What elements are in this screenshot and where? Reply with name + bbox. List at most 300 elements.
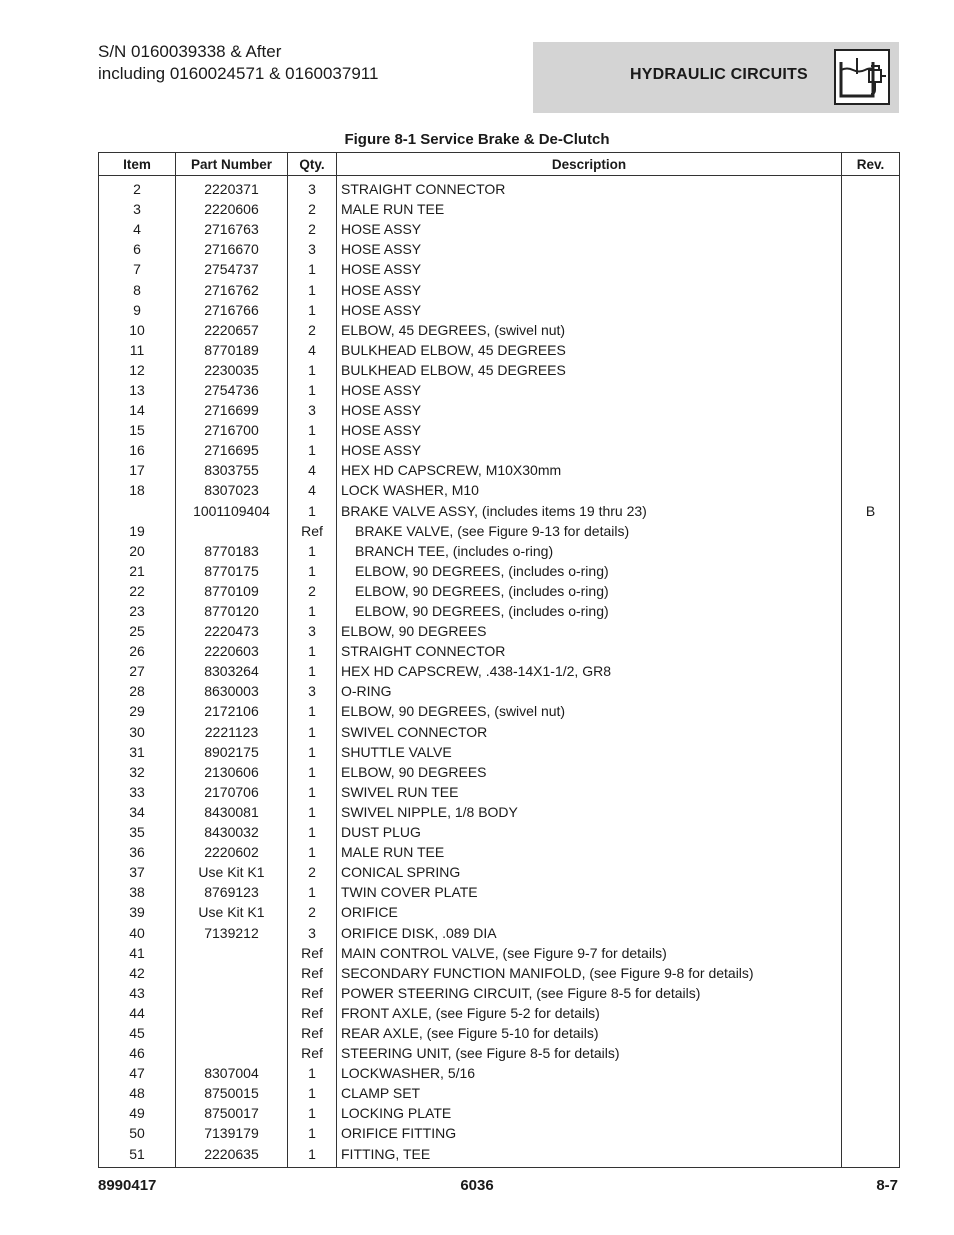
cell-item: 3 [99, 199, 176, 219]
table-row [99, 701, 900, 721]
section-header [533, 42, 899, 113]
cell-description: O-RING [337, 681, 842, 701]
cell-rev [842, 822, 900, 842]
cell-description: HEX HD CAPSCREW, .438-14X1-1/2, GR8 [337, 661, 842, 681]
cell-item: 11 [99, 340, 176, 360]
table-row [99, 239, 900, 259]
cell-description: MALE RUN TEE [337, 199, 842, 219]
cell-rev [842, 862, 900, 882]
cell-rev [842, 701, 900, 721]
cell-part-number: 2716699 [176, 400, 288, 420]
cell-description: HOSE ASSY [337, 420, 842, 440]
cell-description: SWIVEL CONNECTOR [337, 722, 842, 742]
cell-item [99, 501, 176, 521]
cell-part-number [176, 983, 288, 1003]
cell-qty: Ref [288, 1003, 337, 1023]
cell-part-number: Use Kit K1 [176, 902, 288, 922]
cell-description: BRAKE VALVE ASSY, (includes items 19 thru 23) [337, 501, 842, 521]
cell-item: 32 [99, 762, 176, 782]
cell-qty: 3 [288, 922, 337, 942]
cell-part-number: 2220371 [176, 176, 288, 200]
cell-qty: 1 [288, 360, 337, 380]
cell-part-number [176, 1003, 288, 1023]
cell-qty: 3 [288, 621, 337, 641]
cell-description: STEERING UNIT, (see Figure 8-5 for details) [337, 1043, 842, 1063]
table-row [99, 340, 900, 360]
cell-item: 21 [99, 561, 176, 581]
cell-item: 31 [99, 742, 176, 762]
cell-item: 33 [99, 782, 176, 802]
cell-description: TWIN COVER PLATE [337, 882, 842, 902]
cell-part-number [176, 1023, 288, 1043]
cell-rev [842, 219, 900, 239]
cell-part-number: 8430081 [176, 802, 288, 822]
cell-qty: 2 [288, 862, 337, 882]
cell-qty: 1 [288, 601, 337, 621]
cell-qty: 1 [288, 742, 337, 762]
cell-description: LOCK WASHER, M10 [337, 480, 842, 500]
cell-part-number: 8770109 [176, 581, 288, 601]
cell-description: HOSE ASSY [337, 400, 842, 420]
parts-table [98, 152, 900, 1168]
table-row [99, 882, 900, 902]
cell-rev [842, 641, 900, 661]
cell-part-number [176, 521, 288, 541]
cell-qty: 1 [288, 701, 337, 721]
table-row [99, 902, 900, 922]
footer-page-number: 8-7 [876, 1177, 898, 1194]
column-header-description: Description [337, 153, 842, 176]
cell-description: ELBOW, 90 DEGREES [337, 762, 842, 782]
cell-rev [842, 340, 900, 360]
cell-rev [842, 440, 900, 460]
table-row [99, 601, 900, 621]
table-row [99, 1103, 900, 1123]
cell-part-number: 8303264 [176, 661, 288, 681]
cell-part-number: 2754737 [176, 259, 288, 279]
cell-description: MALE RUN TEE [337, 842, 842, 862]
cell-part-number: 8307004 [176, 1063, 288, 1083]
cell-qty: 1 [288, 722, 337, 742]
cell-rev [842, 581, 900, 601]
cell-part-number: 8307023 [176, 480, 288, 500]
cell-qty: Ref [288, 1023, 337, 1043]
table-row [99, 802, 900, 822]
cell-qty: 1 [288, 259, 337, 279]
cell-qty: 1 [288, 782, 337, 802]
cell-rev [842, 842, 900, 862]
cell-item: 23 [99, 601, 176, 621]
cell-description: HOSE ASSY [337, 440, 842, 460]
cell-item: 30 [99, 722, 176, 742]
cell-item: 50 [99, 1123, 176, 1143]
cell-rev [842, 400, 900, 420]
cell-qty: 3 [288, 400, 337, 420]
cell-rev [842, 420, 900, 440]
cell-item: 36 [99, 842, 176, 862]
cell-qty: 1 [288, 1083, 337, 1103]
cell-rev [842, 902, 900, 922]
cell-rev [842, 176, 900, 200]
cell-rev [842, 1023, 900, 1043]
cell-description: HOSE ASSY [337, 300, 842, 320]
table-row [99, 219, 900, 239]
table-row [99, 681, 900, 701]
table-row [99, 561, 900, 581]
cell-qty: 1 [288, 279, 337, 299]
cell-qty: 3 [288, 176, 337, 200]
cell-part-number: 7139212 [176, 922, 288, 942]
cell-rev [842, 541, 900, 561]
table-row [99, 943, 900, 963]
table-row [99, 440, 900, 460]
cell-qty: Ref [288, 943, 337, 963]
cell-description: CONICAL SPRING [337, 862, 842, 882]
cell-part-number: 8430032 [176, 822, 288, 842]
cell-description: ELBOW, 45 DEGREES, (swivel nut) [337, 320, 842, 340]
cell-description: HOSE ASSY [337, 380, 842, 400]
cell-part-number: 8770120 [176, 601, 288, 621]
cell-description: LOCKING PLATE [337, 1103, 842, 1123]
cell-description: SECONDARY FUNCTION MANIFOLD, (see Figure 9-8 for details) [337, 963, 842, 983]
serial-line-2: including 0160024571 & 0160037911 [98, 64, 379, 83]
cell-rev [842, 1103, 900, 1123]
cell-qty: 2 [288, 320, 337, 340]
table-row [99, 259, 900, 279]
cell-rev [842, 802, 900, 822]
table-row [99, 963, 900, 983]
cell-description: HOSE ASSY [337, 259, 842, 279]
cell-rev [842, 722, 900, 742]
cell-description: FITTING, TEE [337, 1144, 842, 1168]
cell-part-number: 8750017 [176, 1103, 288, 1123]
cell-part-number: 2220603 [176, 641, 288, 661]
cell-description: ELBOW, 90 DEGREES, (includes o-ring) [337, 601, 842, 621]
cell-part-number: 8769123 [176, 882, 288, 902]
cell-qty: Ref [288, 1043, 337, 1063]
cell-item: 51 [99, 1144, 176, 1168]
cell-rev [842, 1003, 900, 1023]
cell-rev [842, 681, 900, 701]
cell-item: 2 [99, 176, 176, 200]
cell-description: ELBOW, 90 DEGREES, (includes o-ring) [337, 581, 842, 601]
cell-item: 38 [99, 882, 176, 902]
cell-qty: 4 [288, 480, 337, 500]
cell-part-number: 8630003 [176, 681, 288, 701]
cell-part-number [176, 943, 288, 963]
cell-item: 41 [99, 943, 176, 963]
cell-rev [842, 983, 900, 1003]
cell-rev [842, 621, 900, 641]
cell-part-number: 2220606 [176, 199, 288, 219]
cell-item: 20 [99, 541, 176, 561]
cell-qty: 2 [288, 581, 337, 601]
cell-part-number: 2221123 [176, 722, 288, 742]
cell-item: 39 [99, 902, 176, 922]
cell-qty: 2 [288, 199, 337, 219]
table-row [99, 320, 900, 340]
cell-item: 4 [99, 219, 176, 239]
cell-part-number: 8750015 [176, 1083, 288, 1103]
serial-number-block [98, 41, 378, 85]
cell-part-number: 2716700 [176, 420, 288, 440]
cell-part-number: 8303755 [176, 460, 288, 480]
table-row [99, 501, 900, 521]
cell-rev [842, 521, 900, 541]
cell-qty: Ref [288, 963, 337, 983]
cell-item: 46 [99, 1043, 176, 1063]
cell-item: 19 [99, 521, 176, 541]
cell-item: 7 [99, 259, 176, 279]
cell-item: 40 [99, 922, 176, 942]
cell-part-number: 2716766 [176, 300, 288, 320]
table-row [99, 176, 900, 200]
table-row [99, 480, 900, 500]
cell-qty: 1 [288, 300, 337, 320]
cell-item: 26 [99, 641, 176, 661]
footer-document-number: 8990417 [98, 1177, 157, 1194]
cell-part-number: 2716762 [176, 279, 288, 299]
cell-item: 12 [99, 360, 176, 380]
cell-description: ORIFICE DISK, .089 DIA [337, 922, 842, 942]
column-header-qty: Qty. [288, 153, 337, 176]
cell-qty: 4 [288, 340, 337, 360]
cell-description: LOCKWASHER, 5/16 [337, 1063, 842, 1083]
cell-qty: Ref [288, 983, 337, 1003]
cell-description: SWIVEL NIPPLE, 1/8 BODY [337, 802, 842, 822]
cell-item: 37 [99, 862, 176, 882]
cell-qty: 1 [288, 541, 337, 561]
cell-description: HOSE ASSY [337, 219, 842, 239]
section-title: HYDRAULIC CIRCUITS [630, 66, 808, 83]
cell-item: 28 [99, 681, 176, 701]
cell-qty: 1 [288, 1103, 337, 1123]
cell-item: 6 [99, 239, 176, 259]
table-row [99, 380, 900, 400]
cell-part-number [176, 963, 288, 983]
table-row [99, 400, 900, 420]
cell-qty: 1 [288, 440, 337, 460]
cell-item: 35 [99, 822, 176, 842]
cell-qty: 1 [288, 842, 337, 862]
table-row [99, 360, 900, 380]
cell-rev [842, 300, 900, 320]
cell-rev [842, 360, 900, 380]
table-header-row [99, 153, 900, 176]
table-row [99, 621, 900, 641]
table-row [99, 822, 900, 842]
cell-rev [842, 963, 900, 983]
cell-qty: 1 [288, 561, 337, 581]
table-row [99, 541, 900, 561]
cell-part-number: 2716670 [176, 239, 288, 259]
cell-description: BRANCH TEE, (includes o-ring) [337, 541, 842, 561]
cell-rev [842, 661, 900, 681]
cell-rev [842, 279, 900, 299]
cell-part-number: 2716763 [176, 219, 288, 239]
cell-rev [842, 922, 900, 942]
cell-description: ELBOW, 90 DEGREES [337, 621, 842, 641]
column-header-rev: Rev. [842, 153, 900, 176]
cell-part-number: 2220657 [176, 320, 288, 340]
table-row [99, 922, 900, 942]
table-row [99, 1023, 900, 1043]
cell-description: DUST PLUG [337, 822, 842, 842]
cell-qty: 1 [288, 1063, 337, 1083]
cell-description: MAIN CONTROL VALVE, (see Figure 9-7 for details) [337, 943, 842, 963]
cell-rev [842, 259, 900, 279]
cell-description: SWIVEL RUN TEE [337, 782, 842, 802]
cell-description: HEX HD CAPSCREW, M10X30mm [337, 460, 842, 480]
cell-item: 14 [99, 400, 176, 420]
table-row [99, 1043, 900, 1063]
cell-rev [842, 320, 900, 340]
cell-item: 8 [99, 279, 176, 299]
cell-item: 49 [99, 1103, 176, 1123]
cell-part-number: 8770175 [176, 561, 288, 581]
cell-rev [842, 380, 900, 400]
table-row [99, 641, 900, 661]
cell-description: HOSE ASSY [337, 239, 842, 259]
serial-line-1: S/N 0160039338 & After [98, 42, 282, 61]
table-row [99, 1083, 900, 1103]
cell-qty: 1 [288, 501, 337, 521]
cell-description: STRAIGHT CONNECTOR [337, 176, 842, 200]
cell-rev [842, 943, 900, 963]
table-row [99, 842, 900, 862]
cell-part-number: 2172106 [176, 701, 288, 721]
cell-item: 48 [99, 1083, 176, 1103]
cell-item: 25 [99, 621, 176, 641]
cell-part-number: 2754736 [176, 380, 288, 400]
table-row [99, 300, 900, 320]
table-row [99, 742, 900, 762]
table-row [99, 581, 900, 601]
cell-description: BULKHEAD ELBOW, 45 DEGREES [337, 360, 842, 380]
cell-qty: 1 [288, 762, 337, 782]
cell-rev [842, 1043, 900, 1063]
cell-item: 27 [99, 661, 176, 681]
cell-rev [842, 1144, 900, 1168]
footer-model-number: 6036 [460, 1177, 494, 1194]
cell-qty: 3 [288, 681, 337, 701]
table-row [99, 1123, 900, 1143]
cell-rev [842, 601, 900, 621]
cell-description: HOSE ASSY [337, 279, 842, 299]
cell-item: 10 [99, 320, 176, 340]
cell-item: 17 [99, 460, 176, 480]
cell-rev [842, 239, 900, 259]
cell-rev [842, 561, 900, 581]
cell-rev [842, 460, 900, 480]
cell-part-number: 2170706 [176, 782, 288, 802]
cell-item: 22 [99, 581, 176, 601]
cell-rev [842, 1123, 900, 1143]
cell-item: 15 [99, 420, 176, 440]
cell-part-number [176, 1043, 288, 1063]
table-row [99, 420, 900, 440]
cell-description: ELBOW, 90 DEGREES, (swivel nut) [337, 701, 842, 721]
table-row [99, 983, 900, 1003]
cell-part-number: 2130606 [176, 762, 288, 782]
table-row [99, 1003, 900, 1023]
cell-qty: 2 [288, 219, 337, 239]
cell-rev [842, 1083, 900, 1103]
cell-part-number: 8902175 [176, 742, 288, 762]
cell-description: REAR AXLE, (see Figure 5-10 for details) [337, 1023, 842, 1043]
table-row [99, 722, 900, 742]
cell-item: 47 [99, 1063, 176, 1083]
cell-qty: 1 [288, 882, 337, 902]
cell-item: 42 [99, 963, 176, 983]
parts-table-body [99, 176, 900, 1168]
cell-part-number: 2220635 [176, 1144, 288, 1168]
cell-item: 34 [99, 802, 176, 822]
cell-description: POWER STEERING CIRCUIT, (see Figure 8-5 for details) [337, 983, 842, 1003]
cell-description: CLAMP SET [337, 1083, 842, 1103]
cell-part-number: 2230035 [176, 360, 288, 380]
table-row [99, 661, 900, 681]
cell-item: 43 [99, 983, 176, 1003]
cell-part-number: 7139179 [176, 1123, 288, 1143]
table-row [99, 521, 900, 541]
cell-description: FRONT AXLE, (see Figure 5-2 for details) [337, 1003, 842, 1023]
cell-rev [842, 782, 900, 802]
cell-item: 18 [99, 480, 176, 500]
cell-item: 9 [99, 300, 176, 320]
cell-qty: 1 [288, 1144, 337, 1168]
cell-rev [842, 480, 900, 500]
cell-qty: 1 [288, 380, 337, 400]
table-row [99, 199, 900, 219]
cell-description: STRAIGHT CONNECTOR [337, 641, 842, 661]
cell-qty: 1 [288, 822, 337, 842]
cell-description: ELBOW, 90 DEGREES, (includes o-ring) [337, 561, 842, 581]
cell-rev [842, 742, 900, 762]
figure-title: Figure 8-1 Service Brake & De-Clutch [344, 131, 610, 148]
cell-qty: 4 [288, 460, 337, 480]
cell-qty: 1 [288, 641, 337, 661]
table-row [99, 862, 900, 882]
table-row [99, 762, 900, 782]
table-row [99, 782, 900, 802]
cell-qty: 1 [288, 802, 337, 822]
cell-part-number: Use Kit K1 [176, 862, 288, 882]
cell-item: 16 [99, 440, 176, 460]
cell-description: SHUTTLE VALVE [337, 742, 842, 762]
column-header-item: Item [99, 153, 176, 176]
cell-qty: 2 [288, 902, 337, 922]
cell-rev [842, 762, 900, 782]
table-row [99, 460, 900, 480]
cell-item: 29 [99, 701, 176, 721]
hydraulic-tank-icon [833, 48, 891, 106]
cell-part-number: 1001109404 [176, 501, 288, 521]
cell-description: BRAKE VALVE, (see Figure 9-13 for details) [337, 521, 842, 541]
cell-qty: 1 [288, 420, 337, 440]
table-row [99, 1144, 900, 1168]
cell-part-number: 2716695 [176, 440, 288, 460]
cell-description: ORIFICE FITTING [337, 1123, 842, 1143]
cell-item: 13 [99, 380, 176, 400]
cell-part-number: 8770189 [176, 340, 288, 360]
cell-qty: 1 [288, 1123, 337, 1143]
cell-description: ORIFICE [337, 902, 842, 922]
column-header-part-number: Part Number [176, 153, 288, 176]
cell-part-number: 2220602 [176, 842, 288, 862]
cell-rev [842, 882, 900, 902]
table-row [99, 1063, 900, 1083]
